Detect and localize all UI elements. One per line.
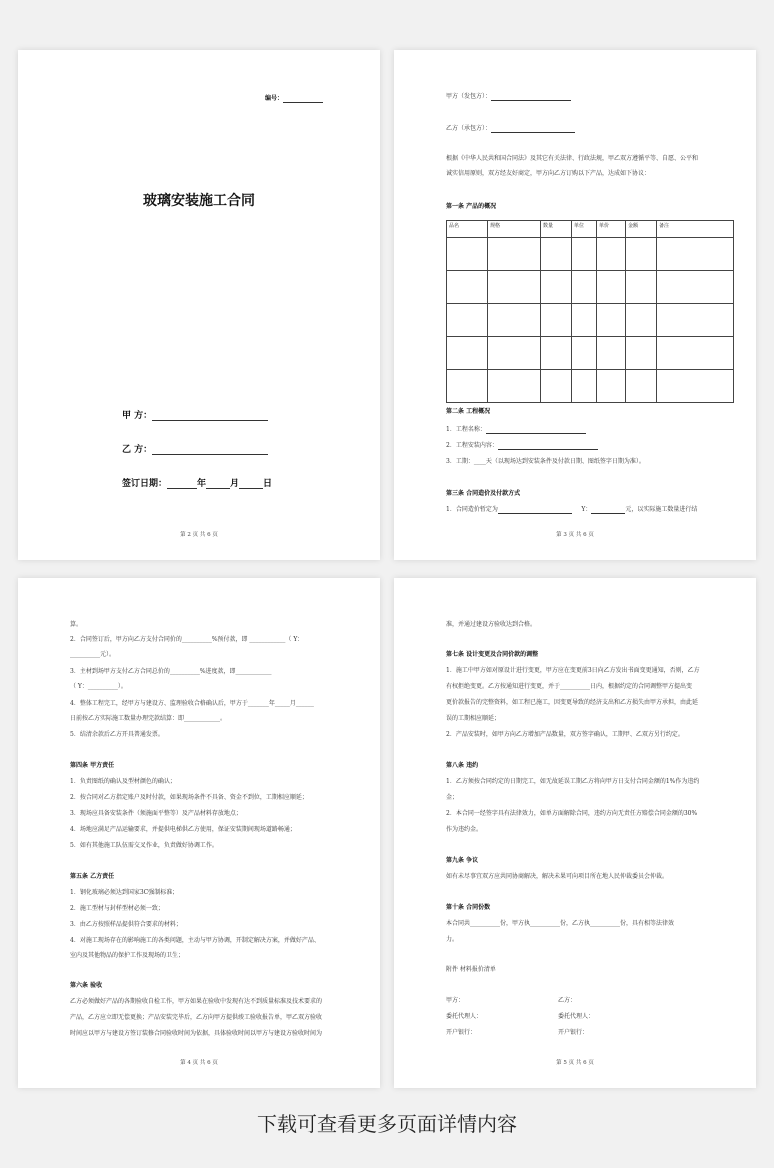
payment-line: 4．整体工程完工，经甲方与建设方、监理验收合格确认后，甲方于_______年_____月______ — [70, 700, 314, 707]
contract-number: 编号： — [265, 93, 323, 103]
clause-line: 3．现场应具备安装条件（须施面平整等）及产品材料存放地点； — [70, 810, 242, 817]
clause-line: 如有未尽事宜双方应共同协商解决，解决未果可向项目所在地人民仲裁委员会仲裁。 — [446, 873, 669, 880]
party-b-field: 乙 方： — [122, 442, 268, 455]
page-number: 第 3 页 共 6 页 — [556, 532, 594, 538]
table-header-cell: 品名 — [447, 221, 488, 238]
article-9-heading: 第九条 争议 — [446, 857, 479, 864]
article-10-heading: 第十条 合同份数 — [446, 904, 491, 911]
payment-line: 2．合同签订后，甲方向乙方支付合同价的__________%预付款，即 ____________（ Y： — [70, 636, 304, 643]
party-a-field: 甲 方： — [122, 408, 268, 421]
project-content-line: 2．工程安装内容： — [446, 442, 598, 450]
acceptance-line: 准，并通过建设方验收达到合格。 — [446, 621, 537, 628]
contract-page-3 — [394, 50, 756, 560]
clause-line: 5．如有其他施工队伍需交叉作业，负责做好协调工作。 — [70, 842, 218, 849]
agent-party-a: 委托代理人： — [446, 1013, 483, 1020]
article-7-heading: 第七条 设计变更及合同价款的调整 — [446, 651, 539, 658]
page-number: 第 2 页 共 6 页 — [180, 532, 218, 538]
clause-line: 1．负责图纸的确认及型材颜色的确认； — [70, 778, 176, 785]
clause-line: 误的工期相应顺延； — [446, 715, 501, 722]
project-duration-line: 3．工期：____天（以现场达到安装条件及付款日期、图纸签字日期为准）。 — [446, 458, 645, 465]
article-6-heading: 第六条 验收 — [70, 982, 103, 989]
clause-line: 1．施工中甲方如对原设计进行变更，甲方应在变更前3日向乙方发出书面变更通知，否则，乙方 — [446, 667, 700, 674]
clause-line: 作为违约金。 — [446, 826, 483, 833]
table-row — [447, 271, 734, 304]
article-1-heading: 第一条 产品的概况 — [446, 203, 497, 210]
clause-line: 金； — [446, 794, 459, 801]
table-header-cell: 规格 — [488, 221, 541, 238]
table-header-cell: 备注 — [657, 221, 734, 238]
clause-line: 3．由乙方按照样品提供符合要求的材料； — [70, 921, 182, 928]
clause-line: 时间应以甲方与建设方签订装修合同验收时间为依据，具体验收时间以甲方与建设方验收时间为 — [70, 1030, 323, 1037]
intro-line-1: 根据《中华人民共和国合同法》及其它有关法律、行政法规，甲乙双方遵循平等、自愿、公平和 — [446, 155, 699, 162]
contract-title: 玻璃安装施工合同 — [143, 193, 255, 209]
clause-line: 4．对施工现场存在的影响施工的各类问题，主动与甲方协调，开制定解决方案，并做好产品、 — [70, 937, 320, 944]
clause-line: 室内及其他物品的保护工作及现场的卫生； — [70, 952, 185, 959]
clause-line: 1．乙方须按合同约定的日期完工，如无故延误工期乙方将向甲方日支付合同金额的1%作为违约 — [446, 778, 700, 785]
intro-line-2: 诚实信用原则，双方经友好商定，甲方向乙方订购以下产品，达成如下协议： — [446, 170, 651, 177]
product-table — [446, 220, 734, 403]
clause-line: 2．施工型材与封样型材必须一致； — [70, 905, 164, 912]
table-header-cell: 单价 — [597, 221, 626, 238]
clause-line: 本合同共__________份，甲方执__________份，乙方执__________份，具有相等法律效 — [446, 920, 675, 927]
table-header-cell: 金额 — [626, 221, 657, 238]
table-header-cell: 数量 — [541, 221, 572, 238]
clause-line: 乙方必须做好产品的各期验收自检工作，甲方如果在验收中发现有达不到质量标准及技术要求的 — [70, 998, 323, 1005]
contract-price-line: 1．合同造价暂定为 Y： 元，以实际施工数量进行结 — [446, 506, 698, 513]
clause-line: 有权拒绝变更。乙方按通知进行变更，并于__________日内，根据约定的合同调整甲方提出变 — [446, 683, 693, 690]
contract-page-5 — [394, 578, 756, 1088]
article-4-heading: 第四条 甲方责任 — [70, 762, 115, 769]
table-header-row — [447, 221, 734, 238]
clause-line: 4．场地应满足产品运输要求，并提供电梯供乙方使用，保证安装期间现场道路畅通； — [70, 826, 296, 833]
table-header-cell: 单位 — [572, 221, 597, 238]
page-number: 第 5 页 共 6 页 — [556, 1060, 594, 1066]
page-number: 第 4 页 共 6 页 — [180, 1060, 218, 1066]
table-row — [447, 304, 734, 337]
bank-party-a: 开户银行： — [446, 1029, 477, 1036]
project-name-line: 1．工程名称： — [446, 426, 586, 434]
download-more-caption: 下载可查看更多页面详情内容 — [257, 1112, 517, 1136]
table-row — [447, 238, 734, 271]
bank-party-b: 开户银行： — [558, 1029, 589, 1036]
contract-page-4 — [18, 578, 380, 1088]
clause-line: 2．产品安装时，如甲方向乙方增加产品数量，双方签字确认，工期甲、乙双方另行约定。 — [446, 731, 684, 738]
table-row — [447, 370, 734, 403]
clause-line: 1．钢化玻璃必须达到国家3C强制标准； — [70, 889, 179, 896]
agent-party-b: 委托代理人： — [558, 1013, 595, 1020]
article-2-heading: 第二条 工程概况 — [446, 408, 491, 415]
clause-line: 2．按合同对乙方指定账户及时付款，如果现场条件不具备、资金不到位，工期相应顺延； — [70, 794, 308, 801]
signature-party-b: 乙方： — [558, 997, 577, 1004]
article-8-heading: 第八条 违约 — [446, 762, 479, 769]
payment-line: 5．结清余款后乙方开具普通发票。 — [70, 731, 164, 738]
payment-line: __________元）。 — [70, 651, 116, 658]
party-a-line: 甲方（发包方）： — [446, 93, 571, 101]
clause-line: 力。 — [446, 936, 459, 943]
article-5-heading: 第五条 乙方责任 — [70, 873, 115, 880]
payment-line: （ Y：__________）。 — [70, 683, 127, 690]
clause-line: 更价款报告的完整资料，如工程已施工，因变更导致的经济支出和乙方损失由甲方承担，由此延 — [446, 699, 699, 706]
sign-date-field: 签订日期： 年 月 日 — [122, 479, 273, 489]
signature-party-a: 甲方： — [446, 997, 465, 1004]
party-b-line: 乙方（承包方）： — [446, 125, 575, 133]
clause-line: 产品，乙方应立即无偿更换；产品安装完毕后，乙方向甲方提供竣工验收报告单，甲乙双方验收 — [70, 1014, 323, 1021]
payment-line: 3．主材到场甲方支付乙方合同总价的__________%进度款，即____________ — [70, 668, 272, 675]
payment-line: 日前按乙方实际施工数量办理完款结算：即____________。 — [70, 715, 227, 722]
table-row — [447, 337, 734, 370]
attachment-line: 附件 材料报价清单 — [446, 966, 496, 973]
payment-line: 算。 — [70, 621, 83, 628]
clause-line: 2．本合同一经签字具有法律效力，如单方面解除合同，违约方向无责任方赔偿合同金额的30% — [446, 810, 698, 817]
contract-cover-page — [18, 50, 380, 560]
article-3-heading: 第三条 合同造价及付款方式 — [446, 490, 521, 497]
